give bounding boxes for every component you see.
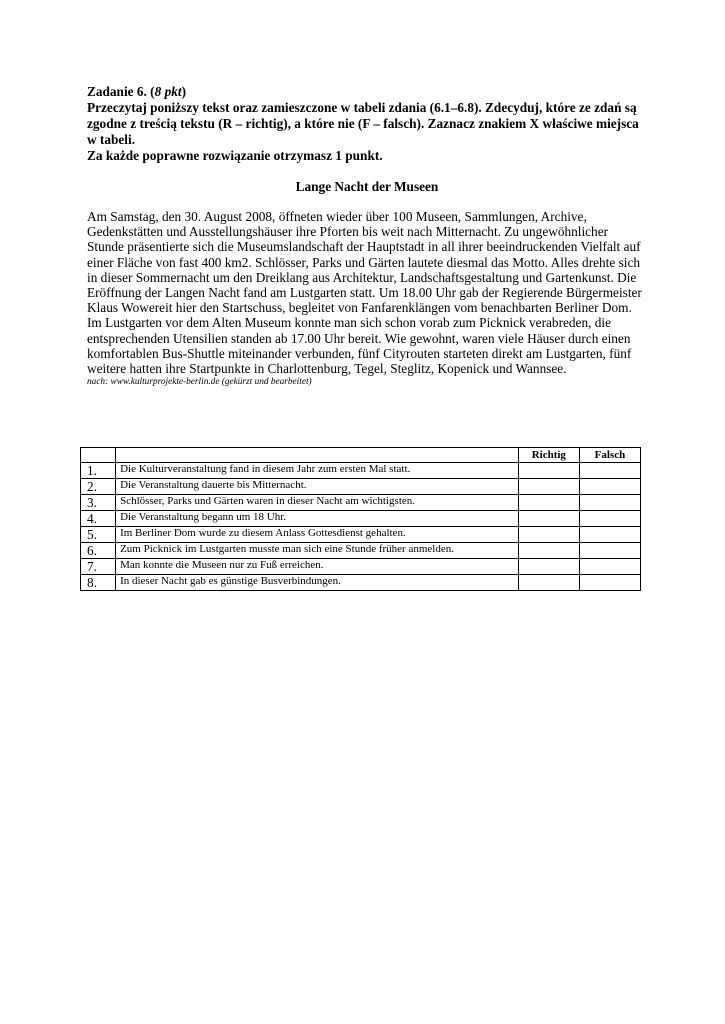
falsch-cell[interactable] <box>579 463 640 479</box>
row-number: 2. <box>81 479 116 495</box>
row-number: 5. <box>81 527 116 543</box>
task-label-end: ) <box>181 84 187 99</box>
row-number: 4. <box>81 511 116 527</box>
header-falsch: Falsch <box>579 448 640 463</box>
richtig-cell[interactable] <box>518 543 579 559</box>
row-statement: Man konnte die Museen nur zu Fuß erreichen. <box>116 559 519 575</box>
text-source: nach: www.kulturprojekte-berlin.de (gekürzt und bearbeitet) <box>87 377 312 388</box>
table-header-row <box>81 448 641 463</box>
richtig-cell[interactable] <box>518 559 579 575</box>
richtig-cell[interactable] <box>518 575 579 591</box>
row-number: 8. <box>81 575 116 591</box>
row-statement: Im Berliner Dom wurde zu diesem Anlass Gottesdienst gehalten. <box>116 527 519 543</box>
row-number: 1. <box>81 463 116 479</box>
task-heading <box>87 84 647 100</box>
richtig-cell[interactable] <box>518 495 579 511</box>
exam-page <box>87 84 647 388</box>
row-number: 3. <box>81 495 116 511</box>
falsch-cell[interactable] <box>579 511 640 527</box>
falsch-cell[interactable] <box>579 527 640 543</box>
table-row <box>81 543 641 559</box>
task-label: Zadanie 6. ( <box>87 84 155 99</box>
richtig-cell[interactable] <box>518 527 579 543</box>
true-false-table <box>80 447 641 591</box>
row-number: 6. <box>81 543 116 559</box>
table-row <box>81 575 641 591</box>
header-statement <box>116 448 519 463</box>
task-instructions: Przeczytaj poniższy tekst oraz zamieszczone w tabeli zdania (6.1–6.8). Zdecyduj, które ze zdań są zgodne z treścią tekstu (R – richtig), a które nie (F – falsch). Zaznacz znakiem X właściwe miejsca w tabeli. <box>87 100 639 147</box>
row-statement: Schlösser, Parks und Gärten waren in dieser Nacht am wichtigsten. <box>116 495 519 511</box>
row-number: 7. <box>81 559 116 575</box>
falsch-cell[interactable] <box>579 479 640 495</box>
table-row <box>81 495 641 511</box>
text-title: Lange Nacht der Museen <box>295 179 439 194</box>
row-statement: Die Veranstaltung begann um 18 Uhr. <box>116 511 519 527</box>
falsch-cell[interactable] <box>579 543 640 559</box>
task-scoring: Za każde poprawne rozwiązanie otrzymasz 1 punkt. <box>87 148 383 163</box>
table-row <box>81 479 641 495</box>
header-num <box>81 448 116 463</box>
row-statement: Zum Picknick im Lustgarten musste man sich eine Stunde früher anmelden. <box>116 543 519 559</box>
falsch-cell[interactable] <box>579 495 640 511</box>
row-statement: Die Kulturveranstaltung fand in diesem Jahr zum ersten Mal statt. <box>116 463 519 479</box>
task-points: 8 pkt <box>154 84 182 99</box>
falsch-cell[interactable] <box>579 575 640 591</box>
reading-text: Am Samstag, den 30. August 2008, öffneten wieder über 100 Museen, Sammlungen, Archive, Gedenkstätten und Ausstellungshäuser ihre Pforten bis weit nach Mitternacht. Zu ungewöhnlicher Stunde präsentierte sich die Museumslandschaft der Hauptstadt in all ihrer beeindruckenden Vielfalt auf einer Fläche von fast 400 km2. Schlösser, Parks und Gärten lautete diesmal das Motto. Alles drehte sich in dieser Sommernacht um den Dreiklang aus Architektur, Landschaftsgestaltung und Gartenkunst. Die Eröffnung der Langen Nacht fand am Lustgarten statt. Um 18.00 Uhr gab der Regierende Bürgermeister Klaus Wowereit hier den Startschuss, begleitet von Fanfarenklängen vom benachbarten Berliner Dom. Im Lustgarten vor dem Alten Museum konnte man sich schon vorab zum Picknick verabreden, die entsprechenden Utensilien standen ab 17.00 Uhr bereit. Wie gewohnt, waren viele Häuser durch einen komfortablen Bus-Shuttle miteinander verbunden, fünf Cityrouten starteten direkt am Lustgarten, fünf weitere hatten ihre Startpunkte in Charlottenburg, Tegel, Steglitz, Kopenick und Wannsee. <box>87 209 642 377</box>
table-row <box>81 559 641 575</box>
table-row <box>81 463 641 479</box>
row-statement: In dieser Nacht gab es günstige Busverbindungen. <box>116 575 519 591</box>
row-statement: Die Veranstaltung dauerte bis Mitternacht. <box>116 479 519 495</box>
richtig-cell[interactable] <box>518 479 579 495</box>
richtig-cell[interactable] <box>518 463 579 479</box>
header-richtig: Richtig <box>518 448 579 463</box>
table-row <box>81 511 641 527</box>
table-row <box>81 527 641 543</box>
falsch-cell[interactable] <box>579 559 640 575</box>
richtig-cell[interactable] <box>518 511 579 527</box>
